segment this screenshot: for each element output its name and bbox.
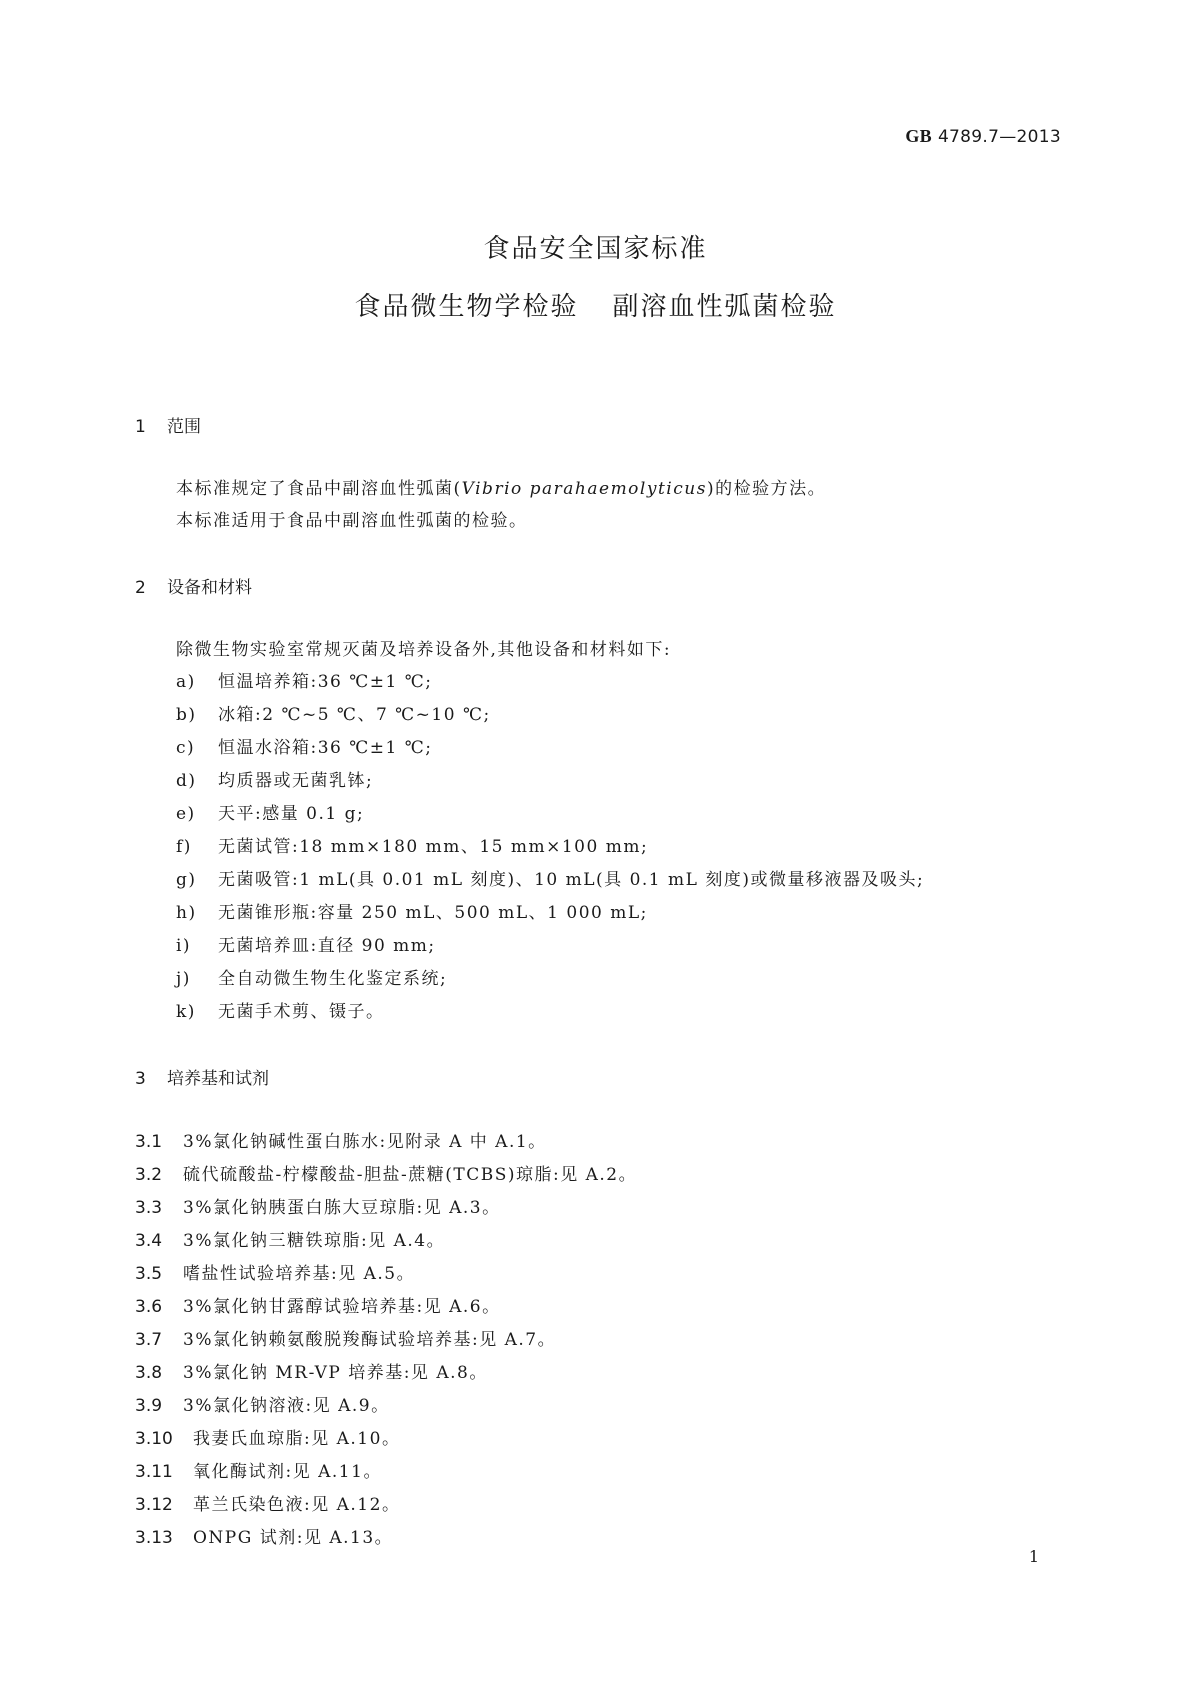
item-text: 全自动微生物生化鉴定系统;: [218, 969, 448, 989]
item-text: 恒温水浴箱:36 ℃±1 ℃;: [218, 738, 433, 758]
reagent-item: [135, 1160, 637, 1185]
reagent-item: [135, 1523, 393, 1548]
section-1-paragraph-1: [176, 474, 826, 499]
standard-code: [905, 126, 1061, 147]
reagent-item: [135, 1292, 501, 1317]
section-2-number: 2: [135, 578, 146, 598]
item-text: 均质器或无菌乳钵;: [218, 771, 374, 791]
section-1-heading: [135, 412, 201, 437]
subsection-number: 3.3: [135, 1198, 163, 1218]
section-1-number: 1: [135, 417, 146, 437]
para1-text-after: )的检验方法。: [706, 479, 827, 499]
equipment-item: [176, 898, 648, 923]
reagent-item: [135, 1424, 400, 1449]
subsection-number: 3.5: [135, 1264, 163, 1284]
equipment-item: [176, 931, 436, 956]
subsection-text: 硫代硫酸盐-柠檬酸盐-胆盐-蔗糖(TCBS)琼脂:见 A.2。: [183, 1165, 638, 1185]
item-text: 无菌锥形瓶:容量 250 mL、500 mL、1 000 mL;: [218, 903, 648, 923]
title-line2-part1: 食品微生物学检验: [354, 292, 579, 322]
subsection-text: 3%氯化钠三糖铁琼脂:见 A.4。: [183, 1231, 446, 1251]
item-text: 无菌培养皿:直径 90 mm;: [218, 936, 436, 956]
section-3-title: 培养基和试剂: [167, 1069, 269, 1089]
reagent-item: [135, 1358, 488, 1383]
subsection-number: 3.11: [135, 1462, 173, 1482]
equipment-item: [176, 667, 433, 692]
reagent-item: [135, 1457, 382, 1482]
item-text: 恒温培养箱:36 ℃±1 ℃;: [218, 672, 433, 692]
subsection-number: 3.4: [135, 1231, 163, 1251]
item-mark: i): [176, 936, 192, 956]
item-mark: a): [176, 672, 196, 692]
species-name: Vibrio parahaemolyticus: [461, 479, 707, 499]
reagent-item: [135, 1391, 390, 1416]
item-text: 冰箱:2 ℃~5 ℃、7 ℃~10 ℃;: [218, 705, 491, 725]
section-2-heading: [135, 573, 252, 598]
item-mark: c): [176, 738, 196, 758]
subsection-text: 嗜盐性试验培养基:见 A.5。: [183, 1264, 416, 1284]
equipment-item: [176, 964, 447, 989]
item-mark: e): [176, 804, 196, 824]
subsection-number: 3.7: [135, 1330, 163, 1350]
subsection-number: 3.2: [135, 1165, 163, 1185]
section-2-title: 设备和材料: [167, 578, 252, 598]
subsection-text: 3%氯化钠碱性蛋白胨水:见附录 A 中 A.1。: [183, 1132, 547, 1152]
subsection-text: ONPG 试剂:见 A.13。: [193, 1528, 394, 1548]
section-1-paragraph-2: 本标准适用于食品中副溶血性弧菌的检验。: [176, 511, 528, 531]
section-3-heading: [135, 1064, 269, 1089]
item-mark: f): [176, 837, 192, 857]
page-number: 1: [1028, 1547, 1039, 1566]
section-2-intro: 除微生物实验室常规灭菌及培养设备外,其他设备和材料如下:: [176, 640, 672, 660]
reagent-item: [135, 1193, 501, 1218]
equipment-item: [176, 832, 648, 857]
subsection-text: 3%氯化钠赖氨酸脱羧酶试验培养基:见 A.7。: [183, 1330, 557, 1350]
subsection-text: 革兰氏染色液:见 A.12。: [193, 1495, 401, 1515]
subsection-number: 3.9: [135, 1396, 163, 1416]
equipment-item: [176, 700, 491, 725]
item-text: 天平:感量 0.1 g;: [218, 804, 365, 824]
document-title-line1: 食品安全国家标准: [483, 234, 708, 264]
standard-code-number: 4789.7—2013: [937, 127, 1061, 147]
equipment-item: [176, 799, 364, 824]
title-line2-part2: 副溶血性弧菌检验: [612, 292, 837, 322]
reagent-item: [135, 1490, 400, 1515]
item-mark: b): [176, 705, 197, 725]
equipment-item: [176, 865, 924, 890]
reagent-item: [135, 1325, 556, 1350]
document-title-line2: [0, 286, 1191, 323]
reagent-item: [135, 1127, 547, 1152]
subsection-number: 3.6: [135, 1297, 163, 1317]
equipment-item: [176, 766, 373, 791]
reagent-item: [135, 1259, 415, 1284]
para1-text-before: 本标准规定了食品中副溶血性弧菌(: [176, 479, 462, 499]
item-mark: h): [176, 903, 197, 923]
subsection-text: 我妻氏血琼脂:见 A.10。: [193, 1429, 401, 1449]
item-text: 无菌吸管:1 mL(具 0.01 mL 刻度)、10 mL(具 0.1 mL 刻度)或微量移液器及吸头;: [218, 870, 925, 890]
section-1-title: 范围: [167, 417, 201, 437]
item-text: 无菌手术剪、镊子。: [218, 1002, 385, 1022]
equipment-item: [176, 997, 385, 1022]
subsection-number: 3.13: [135, 1528, 173, 1548]
reagent-item: [135, 1226, 445, 1251]
subsection-number: 3.1: [135, 1132, 163, 1152]
subsection-number: 3.12: [135, 1495, 173, 1515]
item-mark: k): [176, 1002, 196, 1022]
subsection-text: 3%氯化钠胰蛋白胨大豆琼脂:见 A.3。: [183, 1198, 501, 1218]
item-mark: j): [176, 969, 191, 989]
item-mark: g): [176, 870, 197, 890]
item-text: 无菌试管:18 mm×180 mm、15 mm×100 mm;: [218, 837, 649, 857]
subsection-text: 3%氯化钠溶液:见 A.9。: [183, 1396, 390, 1416]
subsection-text: 3%氯化钠 MR-VP 培养基:见 A.8。: [183, 1363, 488, 1383]
subsection-number: 3.10: [135, 1429, 173, 1449]
item-mark: d): [176, 771, 197, 791]
equipment-item: [176, 733, 433, 758]
subsection-text: 氧化酶试剂:见 A.11。: [193, 1462, 382, 1482]
standard-code-prefix: GB: [905, 126, 932, 146]
subsection-text: 3%氯化钠甘露醇试验培养基:见 A.6。: [183, 1297, 501, 1317]
section-3-number: 3: [135, 1069, 146, 1089]
subsection-number: 3.8: [135, 1363, 163, 1383]
